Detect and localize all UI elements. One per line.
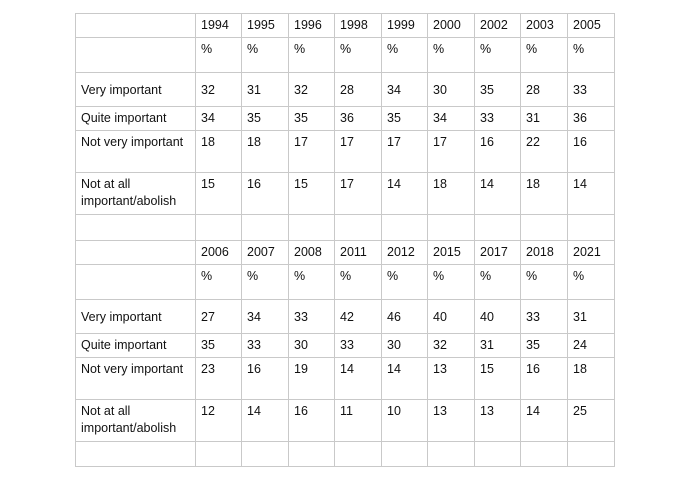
value-cell: 34: [428, 107, 475, 131]
value-cell: 17: [382, 131, 428, 173]
value-cell: 16: [568, 131, 615, 173]
value-cell: 16: [242, 173, 289, 215]
value-cell: 34: [242, 300, 289, 334]
year-header-row: [76, 241, 615, 265]
value-cell: 22: [521, 131, 568, 173]
table-row: [76, 400, 615, 442]
year-header-cell: 2021: [568, 241, 615, 265]
unit-cell: %: [382, 38, 428, 73]
value-cell: 14: [335, 358, 382, 400]
row-label-very-important: Very important: [76, 73, 196, 107]
value-cell: 36: [335, 107, 382, 131]
year-header-cell: 1999: [382, 14, 428, 38]
table-row: [76, 334, 615, 358]
value-cell: 12: [196, 400, 242, 442]
row-label-empty: [76, 265, 196, 300]
blank-cell: [521, 442, 568, 467]
value-cell: 28: [521, 73, 568, 107]
unit-cell: %: [568, 265, 615, 300]
unit-row: [76, 38, 615, 73]
unit-cell: %: [242, 265, 289, 300]
unit-cell: %: [196, 38, 242, 73]
blank-cell: [428, 442, 475, 467]
blank-cell: [242, 442, 289, 467]
row-label-very-important: Very important: [76, 300, 196, 334]
unit-cell: %: [335, 38, 382, 73]
unit-cell: %: [289, 38, 335, 73]
value-cell: 40: [475, 300, 521, 334]
value-cell: 33: [289, 300, 335, 334]
value-cell: 33: [335, 334, 382, 358]
value-cell: 33: [521, 300, 568, 334]
value-cell: 17: [335, 173, 382, 215]
value-cell: 32: [428, 334, 475, 358]
blank-cell: [568, 442, 615, 467]
value-cell: 24: [568, 334, 615, 358]
year-header-cell: 2000: [428, 14, 475, 38]
table-row: [76, 131, 615, 173]
row-label-quite-important: Quite important: [76, 107, 196, 131]
value-cell: 17: [335, 131, 382, 173]
value-cell: 30: [382, 334, 428, 358]
value-cell: 18: [428, 173, 475, 215]
blank-cell: [428, 215, 475, 241]
unit-cell: %: [568, 38, 615, 73]
value-cell: 31: [521, 107, 568, 131]
value-cell: 15: [475, 358, 521, 400]
row-label-not-at-all-important: Not at all important/abolish: [76, 400, 196, 442]
value-cell: 18: [196, 131, 242, 173]
value-cell: 33: [568, 73, 615, 107]
value-cell: 13: [428, 400, 475, 442]
year-header-cell: 2002: [475, 14, 521, 38]
value-cell: 35: [521, 334, 568, 358]
value-cell: 31: [568, 300, 615, 334]
value-cell: 17: [289, 131, 335, 173]
row-label-empty: [76, 241, 196, 265]
row-label-quite-important: Quite important: [76, 334, 196, 358]
value-cell: 35: [196, 334, 242, 358]
value-cell: 35: [289, 107, 335, 131]
blank-cell: [76, 215, 196, 241]
row-label-not-very-important: Not very important: [76, 358, 196, 400]
blank-row: [76, 442, 615, 467]
value-cell: 30: [289, 334, 335, 358]
value-cell: 40: [428, 300, 475, 334]
value-cell: 31: [475, 334, 521, 358]
value-cell: 32: [289, 73, 335, 107]
value-cell: 36: [568, 107, 615, 131]
value-cell: 16: [289, 400, 335, 442]
value-cell: 14: [382, 358, 428, 400]
blank-cell: [335, 215, 382, 241]
unit-cell: %: [196, 265, 242, 300]
blank-cell: [196, 442, 242, 467]
value-cell: 18: [568, 358, 615, 400]
value-cell: 33: [242, 334, 289, 358]
year-header-row: [76, 14, 615, 38]
value-cell: 23: [196, 358, 242, 400]
table-row: [76, 107, 615, 131]
value-cell: 18: [521, 173, 568, 215]
blank-cell: [382, 215, 428, 241]
value-cell: 35: [382, 107, 428, 131]
value-cell: 15: [289, 173, 335, 215]
unit-cell: %: [521, 38, 568, 73]
value-cell: 35: [475, 73, 521, 107]
value-cell: 19: [289, 358, 335, 400]
table-row: [76, 73, 615, 107]
year-header-cell: 2011: [335, 241, 382, 265]
survey-table: [75, 13, 615, 467]
value-cell: 27: [196, 300, 242, 334]
value-cell: 28: [335, 73, 382, 107]
blank-cell: [242, 215, 289, 241]
survey-table-body: [76, 14, 615, 467]
value-cell: 42: [335, 300, 382, 334]
value-cell: 14: [568, 173, 615, 215]
table-row: [76, 173, 615, 215]
unit-cell: %: [428, 265, 475, 300]
value-cell: 16: [475, 131, 521, 173]
value-cell: 14: [382, 173, 428, 215]
value-cell: 32: [196, 73, 242, 107]
year-header-cell: 2005: [568, 14, 615, 38]
unit-cell: %: [475, 38, 521, 73]
blank-cell: [521, 215, 568, 241]
blank-cell: [196, 215, 242, 241]
year-header-cell: 2003: [521, 14, 568, 38]
unit-cell: %: [382, 265, 428, 300]
value-cell: 17: [428, 131, 475, 173]
value-cell: 34: [196, 107, 242, 131]
blank-cell: [335, 442, 382, 467]
blank-cell: [76, 442, 196, 467]
unit-cell: %: [289, 265, 335, 300]
value-cell: 18: [242, 131, 289, 173]
value-cell: 14: [521, 400, 568, 442]
row-label-not-at-all-important: Not at all important/abolish: [76, 173, 196, 215]
unit-cell: %: [521, 265, 568, 300]
blank-row: [76, 215, 615, 241]
year-header-cell: 2006: [196, 241, 242, 265]
blank-cell: [382, 442, 428, 467]
table-row: [76, 358, 615, 400]
year-header-cell: 2007: [242, 241, 289, 265]
unit-cell: %: [428, 38, 475, 73]
unit-row: [76, 265, 615, 300]
value-cell: 11: [335, 400, 382, 442]
value-cell: 46: [382, 300, 428, 334]
value-cell: 15: [196, 173, 242, 215]
blank-cell: [475, 215, 521, 241]
year-header-cell: 2018: [521, 241, 568, 265]
value-cell: 35: [242, 107, 289, 131]
unit-cell: %: [242, 38, 289, 73]
table-row: [76, 300, 615, 334]
year-header-cell: 1995: [242, 14, 289, 38]
year-header-cell: 2015: [428, 241, 475, 265]
row-label-not-very-important: Not very important: [76, 131, 196, 173]
row-label-empty: [76, 14, 196, 38]
unit-cell: %: [475, 265, 521, 300]
value-cell: 14: [242, 400, 289, 442]
unit-cell: %: [335, 265, 382, 300]
value-cell: 30: [428, 73, 475, 107]
blank-cell: [289, 442, 335, 467]
value-cell: 34: [382, 73, 428, 107]
value-cell: 13: [428, 358, 475, 400]
blank-cell: [568, 215, 615, 241]
row-label-empty: [76, 38, 196, 73]
year-header-cell: 1994: [196, 14, 242, 38]
value-cell: 10: [382, 400, 428, 442]
value-cell: 33: [475, 107, 521, 131]
year-header-cell: 2017: [475, 241, 521, 265]
value-cell: 16: [242, 358, 289, 400]
blank-cell: [289, 215, 335, 241]
value-cell: 14: [475, 173, 521, 215]
value-cell: 16: [521, 358, 568, 400]
year-header-cell: 2008: [289, 241, 335, 265]
value-cell: 13: [475, 400, 521, 442]
year-header-cell: 2012: [382, 241, 428, 265]
year-header-cell: 1998: [335, 14, 382, 38]
value-cell: 31: [242, 73, 289, 107]
year-header-cell: 1996: [289, 14, 335, 38]
blank-cell: [475, 442, 521, 467]
value-cell: 25: [568, 400, 615, 442]
